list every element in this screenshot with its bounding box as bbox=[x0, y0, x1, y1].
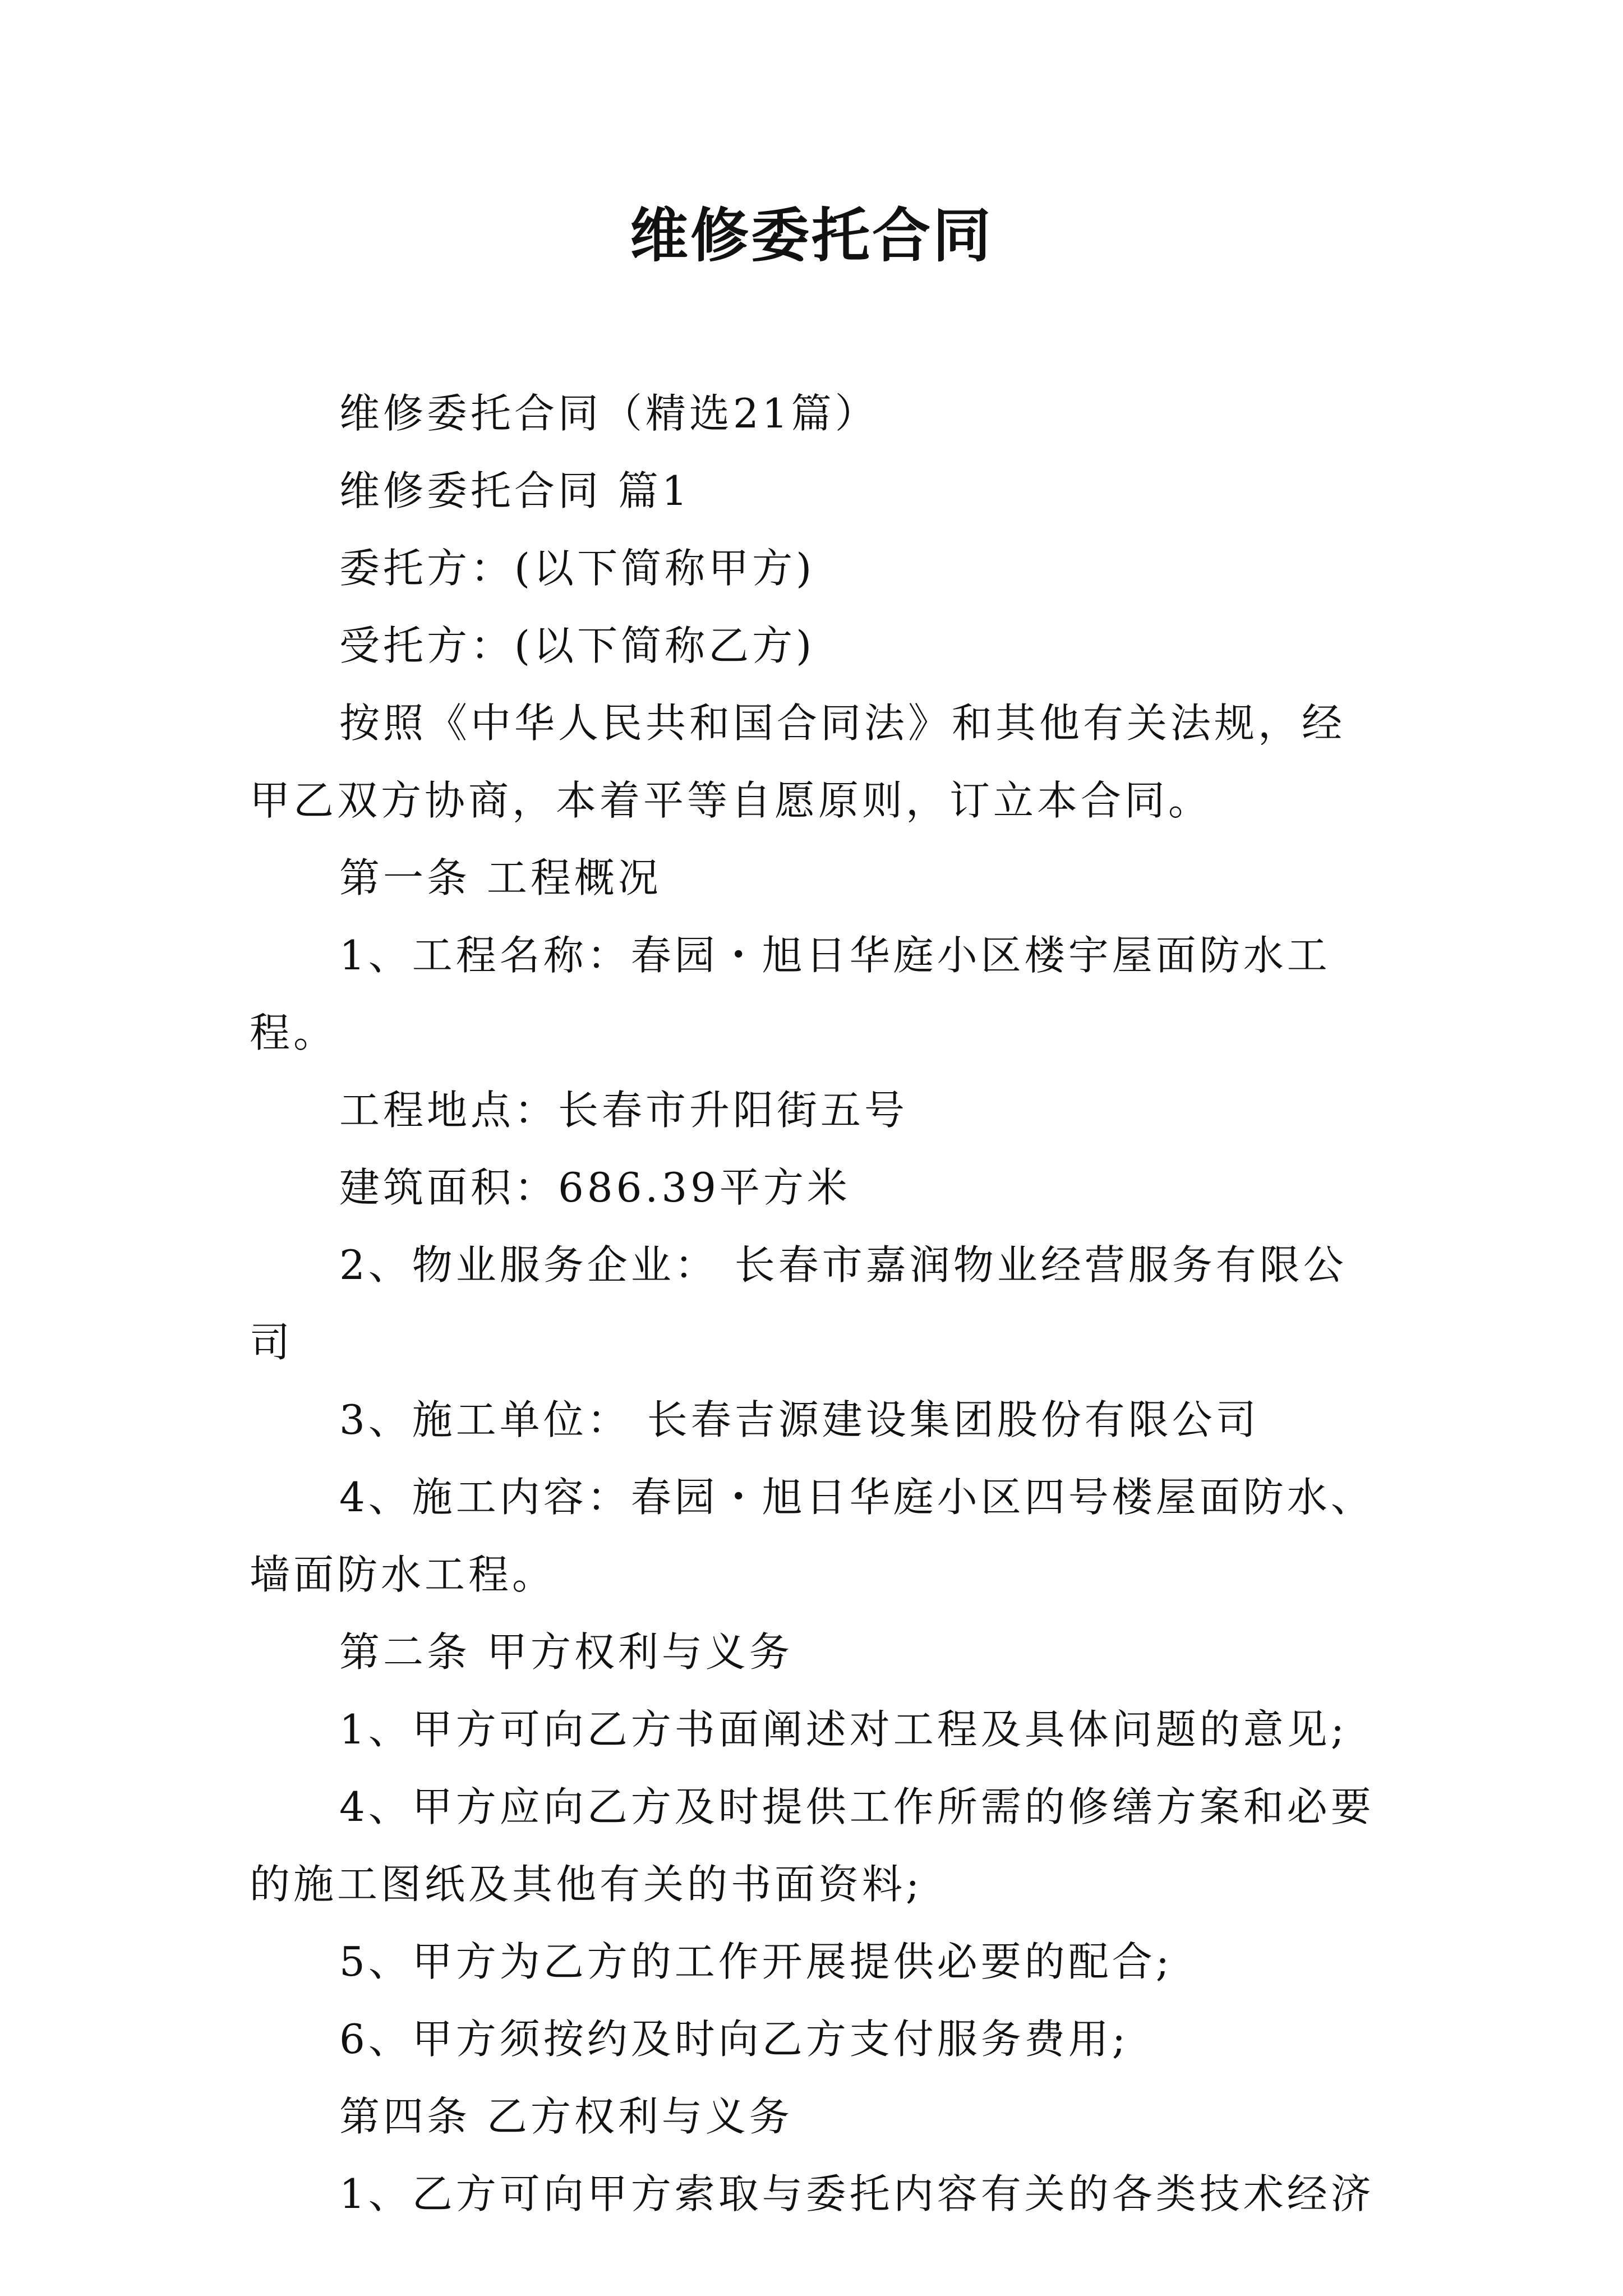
paragraph-item: 4、甲方应向乙方及时提供工作所需的修缮方案和必要的施工图纸及其他有关的书面资料; bbox=[250, 1783, 1375, 1908]
paragraph-client: 委托方：(以下简称甲方) bbox=[339, 545, 815, 592]
paragraph-item: 1、工程名称：春园・旭日华庭小区楼宇屋面防水工程。 bbox=[250, 932, 1331, 1056]
paragraph-item: 6、甲方须按约及时向乙方支付服务费用; bbox=[339, 2016, 1129, 2063]
article-heading: 第二条 甲方权利与义务 bbox=[339, 1628, 793, 1676]
paragraph-preamble: 按照《中华人民共和国合同法》和其他有关法规，经甲乙双方协商，本着平等自愿原则，订立本合同。 bbox=[250, 700, 1346, 824]
article-heading: 第一条 工程概况 bbox=[339, 854, 662, 901]
paragraph-item: 5、甲方为乙方的工作开展提供必要的配合; bbox=[339, 1938, 1173, 1985]
paragraph-item: 3、施工单位： 长春吉源建设集团股份有限公司 bbox=[339, 1396, 1260, 1443]
paragraph-item: 4、施工内容：春园・旭日华庭小区四号楼屋面防水、墙面防水工程。 bbox=[250, 1474, 1375, 1598]
paragraph-item: 2、物业服务企业： 长春市嘉润物业经营服务有限公司 bbox=[250, 1241, 1347, 1366]
paragraph-section-heading: 维修委托合同 篇1 bbox=[339, 467, 691, 514]
paragraph-subtitle: 维修委托合同（精选21篇） bbox=[339, 390, 879, 437]
paragraph-item: 1、乙方可向甲方索取与委托内容有关的各类技术经济 bbox=[339, 2170, 1375, 2217]
document-body bbox=[250, 375, 1388, 2233]
paragraph-contractor: 受托方：(以下简称乙方) bbox=[339, 622, 815, 669]
paragraph-item: 工程地点：长春市升阳街五号 bbox=[339, 1087, 909, 1134]
paragraph-item: 建筑面积：686.39平方米 bbox=[339, 1164, 851, 1211]
document-title: 维修委托合同 bbox=[629, 201, 993, 270]
article-heading: 第四条 乙方权利与义务 bbox=[339, 2093, 793, 2140]
paragraph-item: 1、甲方可向乙方书面阐述对工程及具体问题的意见; bbox=[339, 1706, 1348, 1753]
